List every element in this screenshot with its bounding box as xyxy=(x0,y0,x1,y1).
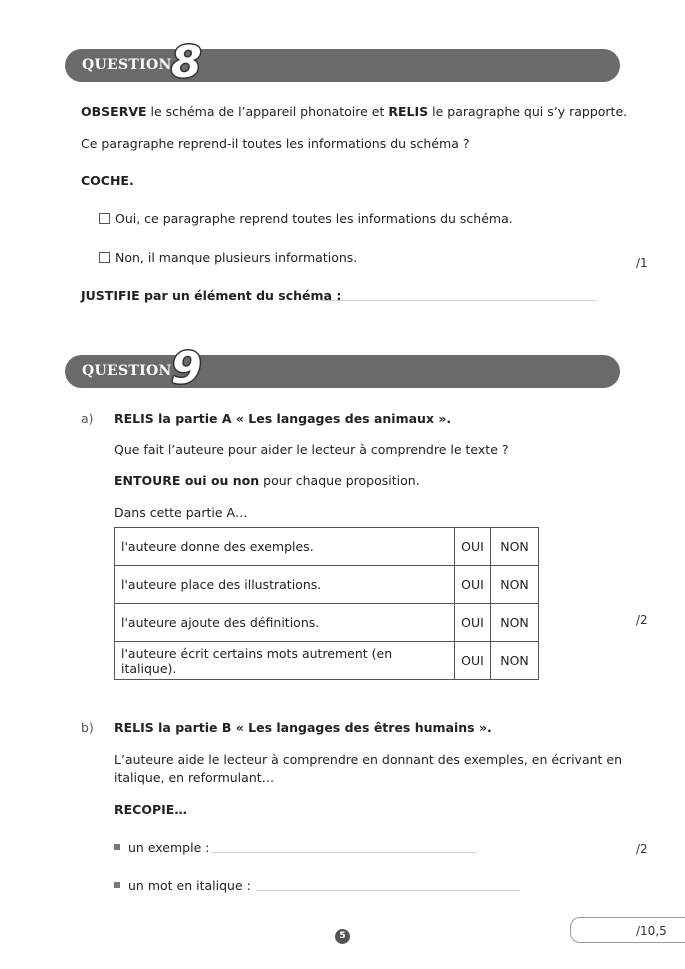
q8-instruction-end: le paragraphe qui s’y rapporte. xyxy=(428,104,628,119)
table-row xyxy=(115,528,539,566)
question-9-label: QUESTION xyxy=(82,363,172,379)
question-9-banner xyxy=(65,343,620,394)
q8-instruction-mid: le schéma de l’appareil phonatoire et xyxy=(146,104,389,119)
q8-option-2-label: Non, il manque plusieurs informations. xyxy=(115,250,358,265)
q8-option-1-label: Oui, ce paragraphe reprend toutes les informations du schéma. xyxy=(115,211,513,226)
q9-b-paragraph-line-2: italique, en reformulant… xyxy=(114,770,275,785)
q8-question: Ce paragraphe reprend-il toutes les informations du schéma ? xyxy=(81,136,470,151)
option-non[interactable]: NON xyxy=(491,642,539,680)
q9-a-score: /2 xyxy=(636,613,648,627)
q9-a-instruction-bold: ENTOURE oui ou non xyxy=(114,473,260,488)
q8-verb-observe: OBSERVE xyxy=(81,104,147,119)
checkbox-non[interactable] xyxy=(99,252,110,263)
q9-a-instruction xyxy=(114,473,420,488)
table-row xyxy=(115,566,539,604)
q8-score: /1 xyxy=(636,256,648,270)
q8-justify-label: JUSTIFIE par un élément du schéma : xyxy=(81,288,342,303)
proposition-text: l'auteure place des illustrations. xyxy=(115,566,455,604)
q8-verb-relis: RELIS xyxy=(388,104,429,119)
total-score-box xyxy=(570,917,685,943)
total-score: /10,5 xyxy=(636,924,667,938)
proposition-text: l'auteure donne des exemples. xyxy=(115,528,455,566)
page-number-badge: 5 xyxy=(335,929,350,944)
option-non[interactable]: NON xyxy=(491,604,539,642)
option-oui[interactable]: OUI xyxy=(455,566,491,604)
q9-b-item-italic xyxy=(114,878,251,893)
question-8-label: QUESTION xyxy=(82,57,172,73)
q9-b-marker: b) xyxy=(81,720,94,735)
example-answer-line[interactable] xyxy=(212,852,476,853)
q8-option-2[interactable] xyxy=(99,250,357,265)
q9-b-item-example xyxy=(114,840,209,855)
q8-option-1[interactable] xyxy=(99,211,513,226)
proposition-text: l'auteure écrit certains mots autrement (en italique). xyxy=(115,642,455,680)
q8-justify-answer-line[interactable] xyxy=(321,300,597,301)
bullet-square-icon xyxy=(114,882,120,888)
checkbox-oui[interactable] xyxy=(99,213,110,224)
q8-coche: COCHE. xyxy=(81,173,134,188)
q9-b-title: RELIS la partie B « Les langages des êtres humains ». xyxy=(114,720,492,735)
option-oui[interactable]: OUI xyxy=(455,604,491,642)
table-row xyxy=(115,642,539,680)
table-row xyxy=(115,604,539,642)
option-oui[interactable]: OUI xyxy=(455,528,491,566)
q9-a-question: Que fait l’auteure pour aider le lecteur à comprendre le texte ? xyxy=(114,442,509,457)
q9-a-marker: a) xyxy=(81,411,94,426)
q9-b-paragraph-line-1: L’auteure aide le lecteur à comprendre en donnant des exemples, en écrivant en xyxy=(114,752,623,767)
q9-b-recopie: RECOPIE… xyxy=(114,802,187,817)
propositions-table xyxy=(114,527,539,680)
option-oui[interactable]: OUI xyxy=(455,642,491,680)
q9-b-score: /2 xyxy=(636,842,648,856)
option-non[interactable]: NON xyxy=(491,566,539,604)
q9-b-item-1-label: un exemple : xyxy=(128,840,210,855)
proposition-text: l'auteure ajoute des définitions. xyxy=(115,604,455,642)
question-8-number: 8 xyxy=(171,37,202,88)
q8-instruction xyxy=(81,104,627,119)
q9-a-intro: Dans cette partie A… xyxy=(114,505,248,520)
q9-b-item-2-label: un mot en italique : xyxy=(128,878,251,893)
question-8-banner xyxy=(65,37,620,88)
bullet-square-icon xyxy=(114,844,120,850)
italic-word-answer-line[interactable] xyxy=(256,890,520,891)
question-9-number: 9 xyxy=(171,343,202,394)
q9-a-title: RELIS la partie A « Les langages des animaux ». xyxy=(114,411,452,426)
q9-a-instruction-rest: pour chaque proposition. xyxy=(259,473,420,488)
option-non[interactable]: NON xyxy=(491,528,539,566)
